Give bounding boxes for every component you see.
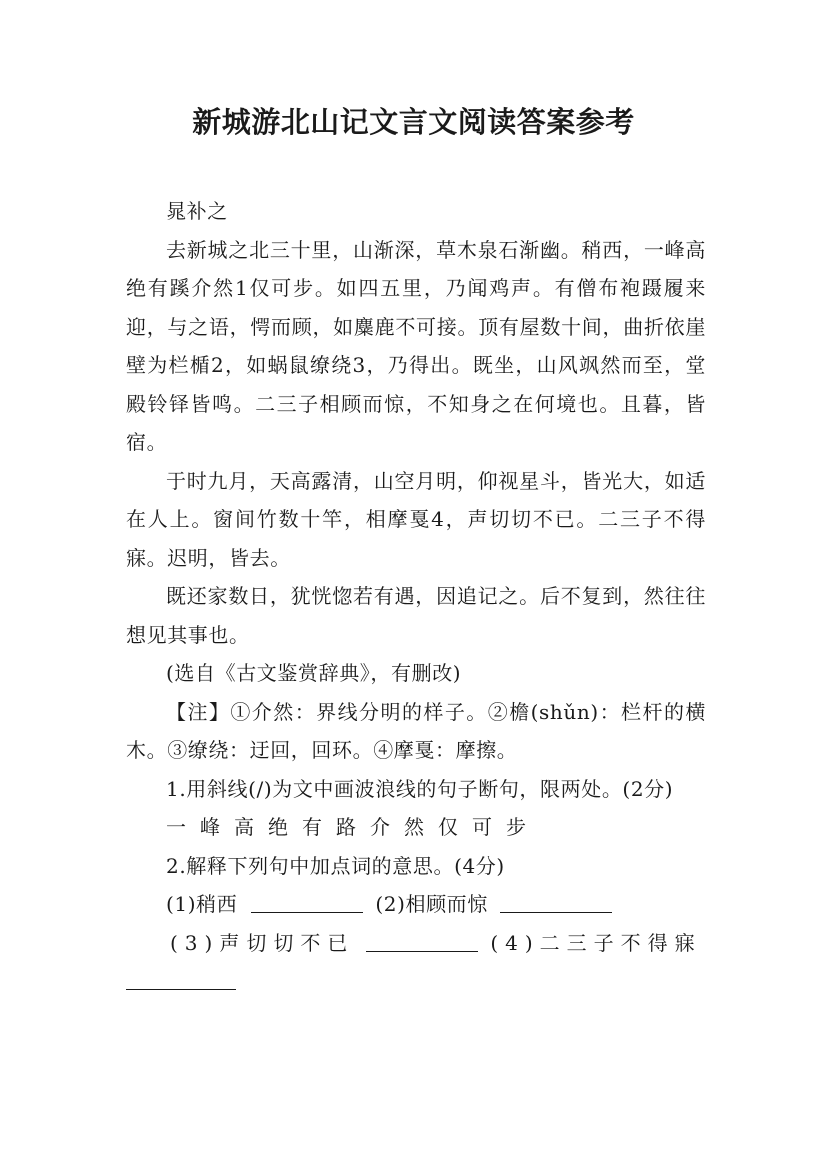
answer-blank-1[interactable] bbox=[251, 890, 363, 913]
question-2-row-1 bbox=[126, 885, 706, 924]
document-body bbox=[126, 192, 706, 1001]
source-line: (选自《古文鉴赏辞典》，有删改) bbox=[166, 661, 462, 685]
question-2-row-2 bbox=[126, 924, 706, 963]
question-2-item-2: (2)相顾而惊 bbox=[375, 892, 488, 916]
question-2-row-3 bbox=[126, 962, 706, 1001]
question-1-sentence bbox=[126, 808, 706, 847]
question-1-sentence-text: 一峰高绝有路介然仅可步 bbox=[166, 815, 540, 839]
question-2-item-3: (3)声切切不已 bbox=[170, 930, 355, 955]
answer-blank-2[interactable] bbox=[500, 890, 612, 913]
question-2-prompt: 2.解释下列句中加点词的意思。(4分) bbox=[166, 853, 505, 878]
answer-blank-4[interactable] bbox=[126, 967, 236, 990]
paragraph-1: 去新城之北三十里，山渐深，草木泉石渐幽。稍西，一峰高绝有蹊介然1仅可步。如四五里，乃闻鸡声。有僧布袍蹑履来迎，与之语，愕而顾，如麋鹿不可接。顶有屋数十间，曲折依崖壁为栏楯2，如蜗鼠缭绕3，乃得出。既坐，山风飒然而至，堂殿铃铎皆鸣。二三子相顾而惊，不知身之在何境也。且暮，皆宿。 bbox=[126, 237, 706, 454]
question-2-item-1: (1)稍西 bbox=[166, 892, 238, 916]
document-title: 新城游北山记文言文阅读答案参考 bbox=[192, 105, 635, 139]
paragraph-3: 既还家数日，犹恍惚若有遇，因追记之。后不复到，然往往想见其事也。 bbox=[126, 584, 706, 647]
paragraph-2: 于时九月，天高露清，山空月明，仰视星斗，皆光大，如适在人上。窗间竹数十竿，相摩戛4，声切切不已。二三子不得寐。迟明，皆去。 bbox=[126, 468, 706, 570]
answer-blank-3[interactable] bbox=[366, 929, 478, 952]
question-1-prompt: 1.用斜线(/)为文中画波浪线的句子断句，限两处。(2分) bbox=[166, 776, 674, 801]
question-2-item-4: (4)二三子不得寐 bbox=[490, 930, 702, 955]
notes-paragraph: 【注】①介然：界线分明的样子。②檐(shǔn)：栏杆的横木。③缭绕：迂回，回环。④摩戛：摩擦。 bbox=[126, 699, 706, 762]
author-line: 晁补之 bbox=[166, 199, 228, 223]
